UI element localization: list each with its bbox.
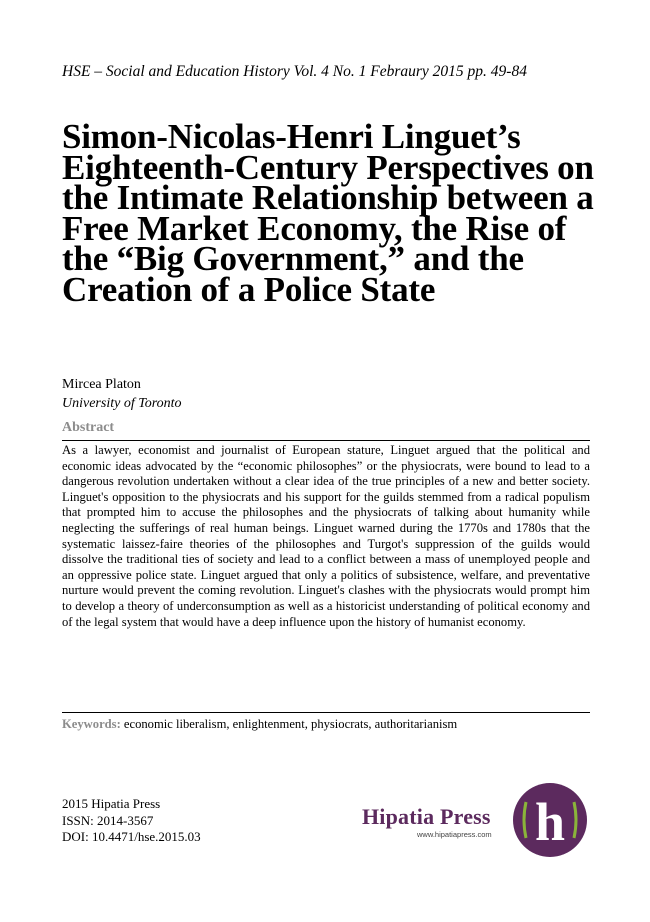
keywords-text: economic liberalism, enlightenment, physiocrats, authoritarianism <box>120 717 458 731</box>
logo-url: www.hipatiapress.com <box>417 830 492 839</box>
publisher-line: 2015 Hipatia Press <box>62 796 161 811</box>
hipatia-press-logo <box>362 782 592 852</box>
abstract-heading: Abstract <box>62 420 115 435</box>
article-title: Simon-Nicolas-Henri Linguet’s Eighteenth-Century Perspectives on the Intimate Relationship between a Free Market Economy, the Rise of the “Big Government,” and the Creation of a Police State <box>62 117 594 309</box>
author-affiliation: University of Toronto <box>62 396 182 411</box>
logo-letter: h <box>534 792 566 852</box>
doi-line: DOI: 10.4471/hse.2015.03 <box>62 829 201 844</box>
keywords <box>62 716 590 732</box>
abstract-bottom-rule <box>62 712 590 713</box>
abstract-top-rule <box>62 440 590 441</box>
keywords-label: Keywords: <box>62 717 121 731</box>
issn-line: ISSN: 2014-3567 <box>62 812 154 828</box>
author-name: Mircea Platon <box>62 377 141 392</box>
logo-name: Hipatia Press <box>362 804 491 829</box>
logo-h-icon <box>512 782 588 858</box>
publication-info <box>62 796 201 846</box>
abstract-text: As a lawyer, economist and journalist of European stature, Linguet argued that the political and economic ideas advocated by the “economic philosophes” or the physiocrats, were bound to lead to a dangerous revolution undertaken without a clear idea of the true principles of a new and better society. Linguet's opposition to the physiocrats and his support for the guilds stemmed from a radical populism that prompted him to accuse the philosophes and the physiocrats of talking about humanity while neglecting the sufferings of real human beings. Linguet warned during the 1770s and 1780s that the systematic laissez-faire theories of the philosophes and Turgot's suppression of the guilds would dissolve the traditional ties of society and lead to a conflict between a mass of unemployed people and an oppressive police state. Linguet argued that only a politics of subsistence, welfare, and preventative nurture would prevent the coming revolution. Linguet's clashes with the physiocrats would prompt him to develop a theory of underconsumption as well as a historicist understanding of political economy and of the legal system that would have a deep influence upon the history of humanist economy. <box>62 443 590 629</box>
journal-citation: HSE – Social and Education History Vol. 4 No. 1 Febraury 2015 pp. 49-84 <box>62 63 527 80</box>
